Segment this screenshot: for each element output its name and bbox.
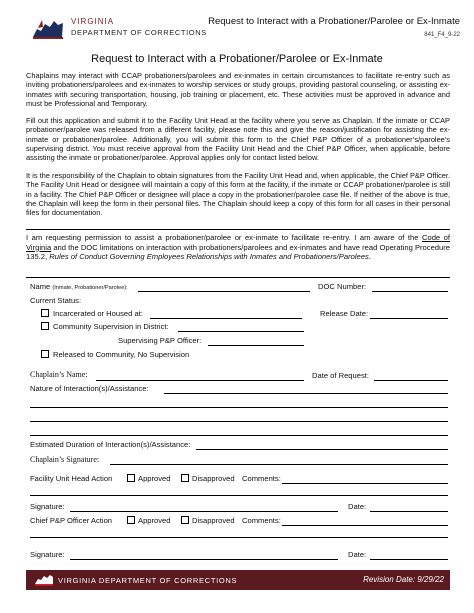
org-line-state: VIRGINIA: [71, 17, 115, 26]
unit-head-comments-field[interactable]: [282, 483, 448, 484]
released-checkbox[interactable]: [41, 350, 49, 358]
footer-bar: [26, 570, 450, 590]
chief-date-label: Date:: [348, 550, 367, 559]
chaplain-name-field[interactable]: [96, 380, 304, 381]
name-label-text: Name: [30, 282, 51, 291]
chief-approved-label: Approved: [138, 516, 171, 525]
unit-head-action-label: Facility Unit Head Action: [30, 474, 113, 483]
community-supervision-checkbox[interactable]: [41, 322, 49, 330]
chief-comments-line-2[interactable]: [30, 537, 448, 538]
chaplain-signature-label: Chaplain’s Signature:: [30, 455, 100, 464]
community-supervision-field[interactable]: [178, 331, 304, 332]
unit-head-approved-label: Approved: [138, 474, 171, 483]
community-supervision-label: Community Supervision in District:: [53, 322, 169, 331]
nature-field-line-3[interactable]: [30, 421, 448, 422]
chief-signature-field[interactable]: [70, 559, 338, 560]
intro-paragraph-2: Fill out this application and submit it to the Facility Unit Head at the facility where you serve as Chaplain. If the inmate or CCAP probationer/parolee was released from a different facility, please note this and give the reason/justification for assisting the ex-inmate or probationer/parolee. Additionally, you will submit this form to the Chief P&P Officer of a probationer’s/parolee’s supervising district. You must receive approval from the Facility Unit Head and the Chief P&P Officer, when applicable, before assisting the inmate or probationer/parolee. Approval applies only for contact listed below.: [26, 116, 450, 163]
chief-approved-checkbox[interactable]: [127, 516, 135, 524]
duration-field[interactable]: [196, 449, 448, 450]
released-label: Released to Community, No Supervision: [53, 350, 190, 359]
unit-head-comments-line-2[interactable]: [30, 495, 448, 496]
chief-signature-label: Signature:: [30, 550, 65, 559]
unit-head-disapproved-checkbox[interactable]: [181, 474, 189, 482]
footer-org-name: VIRGINIA DEPARTMENT OF CORRECTIONS: [58, 576, 238, 585]
org-line-department: DEPARTMENT OF CORRECTIONS: [71, 28, 207, 37]
chief-disapproved-label: Disapproved: [192, 516, 235, 525]
supervising-officer-label: Supervising P&P Officer:: [118, 336, 202, 345]
name-field[interactable]: [138, 291, 310, 292]
incarcerated-field[interactable]: [150, 318, 302, 319]
intro-paragraph-1: Chaplains may interact with CCAP probationers/parolees and ex-inmates in certain circumstances to facilitate re-entry such as inviting probationers/parolees and ex-inmates to worship services or study groups, providing pastoral counseling, or assisting ex-inmates with securing transportation, housing, job training or placement, etc. These activities must be approved in advance and must be Professional and Temporary.: [26, 71, 450, 108]
unit-head-comments-label: Comments:: [242, 474, 281, 483]
current-status-label: Current Status:: [30, 296, 82, 305]
incarcerated-checkbox[interactable]: [41, 309, 49, 317]
duration-label: Estimated Duration of Interaction(s)/Assistance:: [30, 440, 191, 449]
date-of-request-label: Date of Request:: [312, 371, 369, 380]
revision-date: Revision Date: 9/29/22: [363, 575, 444, 584]
nature-field-line-2[interactable]: [30, 407, 448, 408]
nature-label: Nature of Interaction(s)/Assistance:: [30, 384, 149, 393]
unit-head-approved-checkbox[interactable]: [127, 474, 135, 482]
request-text-1: I am requesting permission to assist a probationer/parolee or ex-inmate to facilitate re-entry. I am aware of the: [26, 233, 422, 242]
footer-logo-icon: [34, 573, 54, 587]
nature-field-line-1[interactable]: [164, 393, 448, 394]
supervising-officer-field[interactable]: [208, 345, 304, 346]
incarcerated-label: Incarcerated or Housed at:: [53, 309, 143, 318]
release-date-label: Release Date:: [320, 309, 369, 318]
page-title: Request to Interact with a Probationer/Parolee or Ex-Inmate: [91, 53, 383, 65]
unit-head-signature-field[interactable]: [70, 511, 338, 512]
organization-name: [71, 17, 207, 37]
date-of-request-field[interactable]: [374, 380, 448, 381]
request-statement: [26, 233, 450, 262]
chief-comments-field[interactable]: [282, 525, 448, 526]
code-of-virginia-link: Code of Virginia: [26, 233, 450, 252]
release-date-field[interactable]: [370, 318, 448, 319]
virginia-doc-logo-icon: [31, 15, 65, 43]
doc-number-label: DOC Number:: [318, 282, 367, 291]
name-label: [30, 282, 128, 291]
operating-procedure-title: Rules of Conduct Governing Employees Relationships with Inmates and Probationers/Parolees: [49, 252, 369, 262]
doc-number-field[interactable]: [372, 291, 448, 292]
unit-head-disapproved-label: Disapproved: [192, 474, 235, 483]
request-text-3: .: [368, 252, 371, 262]
chief-date-field[interactable]: [370, 559, 448, 560]
form-number: 841_F4_9-22: [424, 32, 460, 38]
nature-field-line-4[interactable]: [30, 435, 448, 436]
chief-action-label: Chief P&P Officer Action: [30, 516, 113, 525]
section-divider-top: [26, 229, 450, 230]
request-text-2: and the DOC limitations on interaction with probationers/parolees and ex-inmates and have read Operating Procedure 135.2,: [26, 242, 450, 262]
intro-paragraph-3: It is the responsibility of the Chaplain to obtain signatures from the Facility Unit Head and, when applicable, the Chief P&P Officer. The Facility Unit Head or designee will maintain a copy of this form at the facility, if the inmate or CCAP probationer/parolee is still in a facility. The Chief P&P Officer or designee will place a copy in the probationer/parolee case file. If neither of the above is true, the Chaplain will keep the form in their personal files. The Chaplain should keep a copy of this form for all cases in their personal files for documentation.: [26, 171, 450, 218]
header-form-title: Request to Interact with a Probationer/Parolee or Ex-Inmate: [208, 16, 460, 27]
unit-head-signature-label: Signature:: [30, 502, 65, 511]
chaplain-signature-field[interactable]: [110, 464, 448, 465]
document-header: [14, 12, 466, 48]
chief-disapproved-checkbox[interactable]: [181, 516, 189, 524]
section-divider-middle: [26, 277, 450, 278]
name-label-hint: (Inmate, Probationer/Parolee):: [52, 285, 128, 291]
unit-head-date-field[interactable]: [370, 511, 448, 512]
chief-comments-label: Comments:: [242, 516, 281, 525]
unit-head-date-label: Date:: [348, 502, 367, 511]
chaplain-name-label: Chaplain’s Name:: [30, 370, 88, 379]
